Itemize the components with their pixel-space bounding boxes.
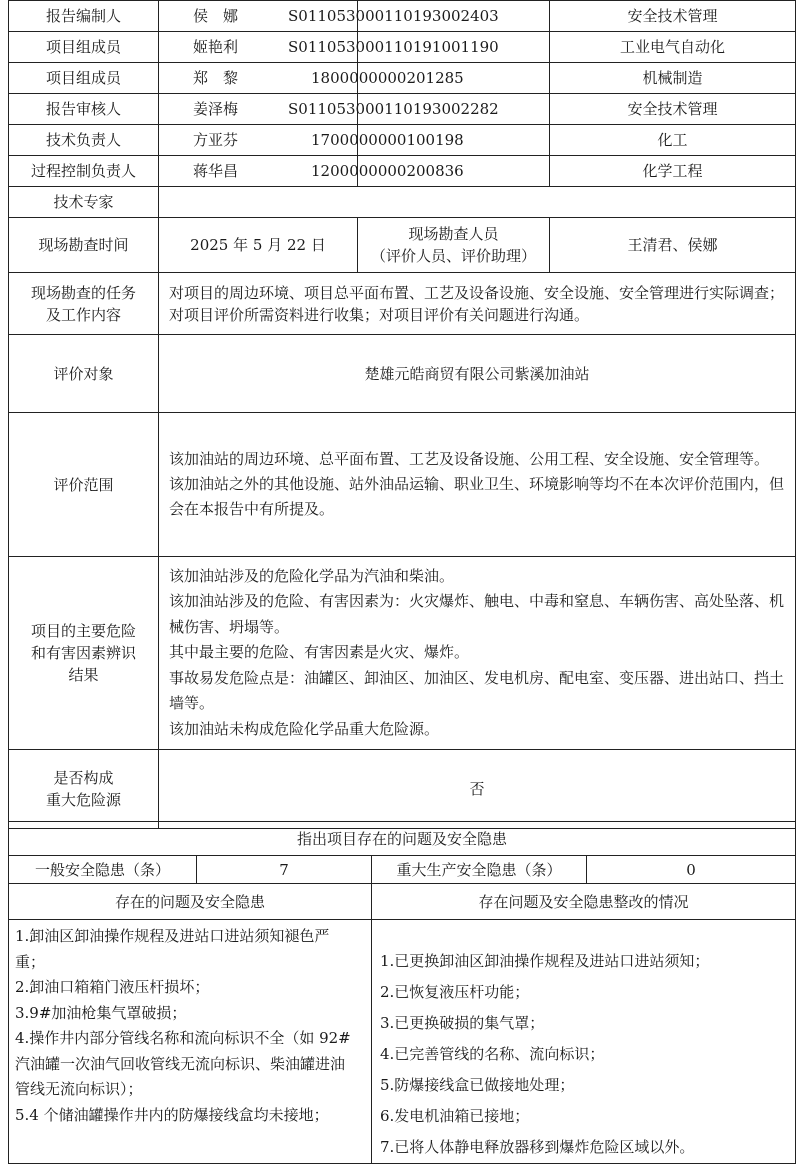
hazards-content xyxy=(159,557,796,750)
cert-cell: S011053000110191001190 xyxy=(358,32,550,63)
cert-cell: S011053000110193002282 xyxy=(358,94,550,125)
name-cell: 侯 娜 xyxy=(159,1,358,32)
survey-staff-label xyxy=(358,218,550,273)
field-cell: 安全技术管理 xyxy=(550,1,796,32)
eval-scope-content xyxy=(159,413,796,557)
survey-staff-label-line2: （评价人员、评价助理） xyxy=(371,247,537,265)
issues-left-list xyxy=(9,920,372,1164)
role-cell: 项目组成员 xyxy=(9,63,159,94)
major-hazard-label xyxy=(9,750,159,829)
hazards-label-line3: 结果 xyxy=(68,666,99,684)
personnel-row xyxy=(9,94,796,125)
survey-staff-value: 王清君、侯娜 xyxy=(550,218,796,273)
rectification-item: 4.已完善管线的名称、流向标识； xyxy=(380,1045,605,1063)
hazards-paragraph: 该加油站涉及的危险、有害因素为：火灾爆炸、触电、中毒和窒息、车辆伤害、高处坠落、机械伤害、坍塌等。 xyxy=(169,592,785,636)
issues-right-header: 存在问题及安全隐患整改的情况 xyxy=(372,884,796,920)
general-count-value: 7 xyxy=(197,856,372,884)
field-cell: 化学工程 xyxy=(550,156,796,187)
personnel-row xyxy=(9,1,796,32)
issues-header-row xyxy=(9,884,796,920)
rectification-item: 6.发电机油箱已接地； xyxy=(380,1107,530,1125)
personnel-row xyxy=(9,156,796,187)
eval-object-label: 评价对象 xyxy=(9,335,159,413)
issues-table xyxy=(8,821,796,1164)
field-cell: 安全技术管理 xyxy=(550,94,796,125)
rectification-item: 7.已将人体静电释放器移到爆炸危险区域以外。 xyxy=(380,1138,695,1156)
name-cell: 姜泽梅 xyxy=(159,94,358,125)
issues-list-row xyxy=(9,920,796,1164)
name-cell: 方亚芬 xyxy=(159,125,358,156)
major-hazard-row xyxy=(9,750,796,829)
name-cell: 蒋华昌 xyxy=(159,156,358,187)
issue-count-row xyxy=(9,856,796,884)
major-count-value: 0 xyxy=(587,856,796,884)
field-cell: 化工 xyxy=(550,125,796,156)
rectification-item: 3.已更换破损的集气罩； xyxy=(380,1014,545,1032)
personnel-row xyxy=(9,63,796,94)
issue-item: 1.卸油区卸油操作规程及进站口进站须知褪色严重； xyxy=(15,927,330,971)
major-hazard-label-line2: 重大危险源 xyxy=(45,791,121,809)
survey-task-content: 对项目的周边环境、项目总平面布置、工艺及设备设施、安全设施、安全管理进行实际调查；对项目评价所需资料进行收集；对项目评价有关问题进行沟通。 xyxy=(159,273,796,335)
issues-right-list xyxy=(372,920,796,1164)
cert-cell: S011053000110193002403 xyxy=(358,1,550,32)
role-cell: 过程控制负责人 xyxy=(9,156,159,187)
eval-object-value: 楚雄元皓商贸有限公司紫溪加油站 xyxy=(159,335,796,413)
eval-scope-row xyxy=(9,413,796,557)
name-cell: 姬艳利 xyxy=(159,32,358,63)
expert-value xyxy=(159,187,796,218)
role-cell: 技术负责人 xyxy=(9,125,159,156)
cert-cell: 1800000000201285 xyxy=(358,63,550,94)
issues-left-header: 存在的问题及安全隐患 xyxy=(9,884,372,920)
issues-title: 指出项目存在的问题及安全隐患 xyxy=(9,822,796,856)
survey-staff-label-line1: 现场勘查人员 xyxy=(408,225,499,243)
general-count-label: 一般安全隐患（条） xyxy=(9,856,197,884)
major-count-label: 重大生产安全隐患（条） xyxy=(372,856,587,884)
hazards-label-line2: 和有害因素辨识 xyxy=(30,644,136,662)
expert-row xyxy=(9,187,796,218)
survey-task-row xyxy=(9,273,796,335)
eval-object-row xyxy=(9,335,796,413)
major-hazard-value: 否 xyxy=(159,750,796,829)
issues-title-row xyxy=(9,822,796,856)
name-cell: 郑 黎 xyxy=(159,63,358,94)
rectification-item: 2.已恢复液压杆功能； xyxy=(380,983,530,1001)
cert-cell: 1700000000100198 xyxy=(358,125,550,156)
hazards-label-line1: 项目的主要危险 xyxy=(30,622,136,640)
hazards-paragraph: 该加油站未构成危险化学品重大危险源。 xyxy=(169,719,440,738)
survey-time-value: 2025 年 5 月 22 日 xyxy=(159,218,358,273)
hazards-paragraph: 事故易发危险点是：油罐区、卸油区、加油区、发电机房、配电室、变压器、进出站口、挡土墙等。 xyxy=(169,668,785,713)
survey-task-label xyxy=(9,273,159,335)
hazards-paragraph: 其中最主要的危险、有害因素是火灾、爆炸。 xyxy=(169,643,470,662)
hazards-row xyxy=(9,557,796,750)
issue-item: 5.4 个储油罐操作井内的防爆接线盒均未接地； xyxy=(15,1105,329,1124)
major-hazard-label-line1: 是否构成 xyxy=(53,769,114,787)
issue-item: 3.9#加油枪集气罩破损； xyxy=(15,1003,187,1022)
rectification-item: 5.防爆接线盒已做接地处理； xyxy=(380,1076,575,1094)
hazards-paragraph: 该加油站涉及的危险化学品为汽油和柴油。 xyxy=(169,566,455,585)
survey-time-label: 现场勘查时间 xyxy=(9,218,159,273)
expert-label: 技术专家 xyxy=(9,187,159,218)
personnel-row xyxy=(9,32,796,63)
issue-item: 2.卸油口箱箱门液压杆损坏； xyxy=(15,978,210,996)
role-cell: 报告编制人 xyxy=(9,1,159,32)
hazards-label xyxy=(9,557,159,750)
survey-time-row xyxy=(9,218,796,273)
eval-scope-paragraph: 该加油站的周边环境、总平面布置、工艺及设备设施、公用工程、安全设施、安全管理等。 xyxy=(169,450,770,468)
personnel-row xyxy=(9,125,796,156)
rectification-item: 1.已更换卸油区卸油操作规程及进站口进站须知； xyxy=(380,952,710,970)
field-cell: 机械制造 xyxy=(550,63,796,94)
eval-scope-paragraph: 该加油站之外的其他设施、站外油品运输、职业卫生、环境影响等均不在本次评价范围内，但会在本报告中有所提及。 xyxy=(169,475,785,518)
evaluation-info-table xyxy=(8,0,796,829)
cert-cell: 1200000000200836 xyxy=(358,156,550,187)
survey-task-label-line1: 现场勘查的任务 xyxy=(30,283,136,302)
field-cell: 工业电气自动化 xyxy=(550,32,796,63)
eval-scope-label: 评价范围 xyxy=(9,413,159,557)
role-cell: 报告审核人 xyxy=(9,94,159,125)
role-cell: 项目组成员 xyxy=(9,32,159,63)
issue-item: 4.操作井内部分管线名称和流向标识不全（如 92#汽油罐一次油气回收管线无流向标识、柴油罐进油管线无流向标识）； xyxy=(15,1029,351,1098)
survey-task-label-line2: 及工作内容 xyxy=(45,305,121,324)
